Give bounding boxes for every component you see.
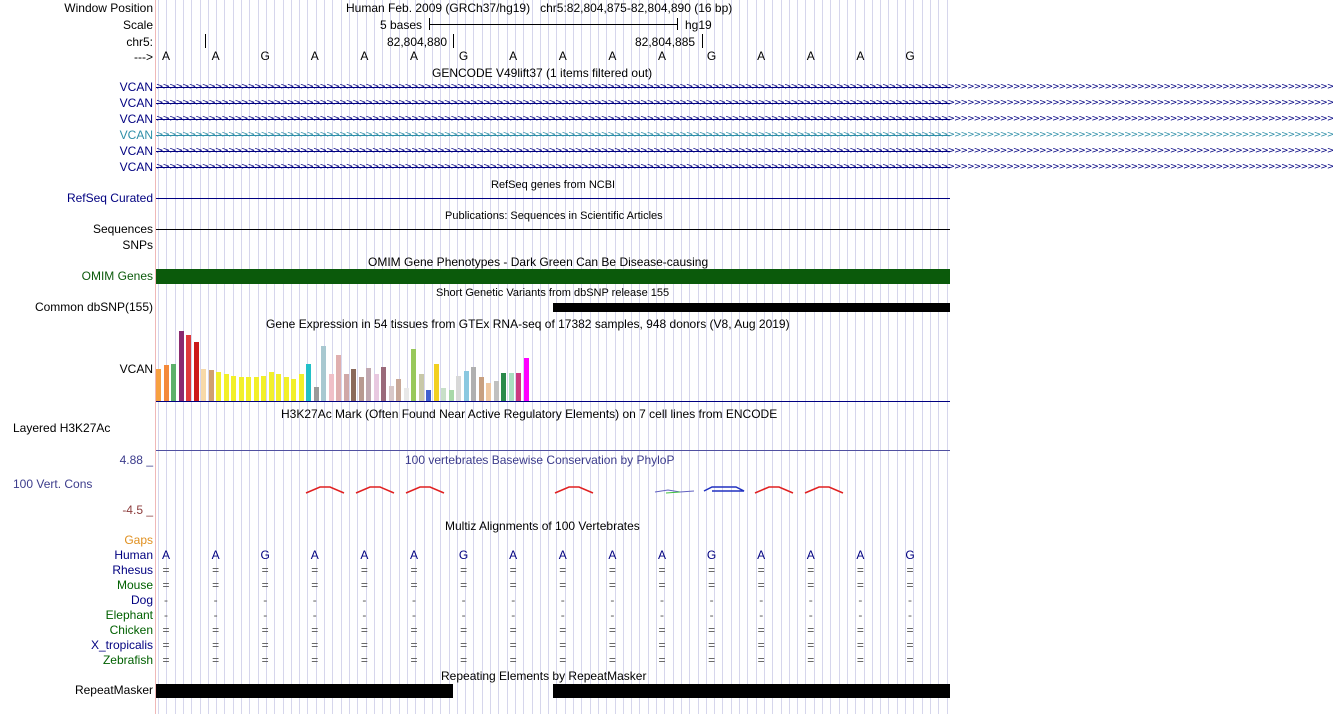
multiz-base: - — [858, 608, 863, 622]
sequence-base: A — [161, 49, 170, 63]
sequence-base: G — [458, 49, 469, 63]
strand-label: ---> — [134, 50, 153, 64]
multiz-base: A — [856, 548, 865, 562]
sequence-base: A — [409, 49, 418, 63]
multiz-base: = — [807, 653, 815, 667]
multiz-base: A — [806, 548, 815, 562]
gtex-tissue-bar[interactable] — [374, 374, 379, 401]
multiz-base: = — [906, 638, 914, 652]
scale-label: Scale — [122, 18, 153, 32]
gencode-strand-chevrons: >>>>>>>>>>>>>>>>>>>>>>>>>>>>>>>>>>>>>>>>>>>>>>>>>>>>>>>>>>>>>>>>>>>>>>>>>>>>>>>>>>>>>>>>>>>>>>>>>>>>>>>>>>>>>>>>>>>>>>>>>>>>>>>>>>>>>>>>>>>>>>>>>>>>>>>>>>>>>>>>>>>>>>>>>>>>>>>>>>>> — [156, 146, 1333, 156]
gtex-tissue-bar[interactable] — [239, 377, 244, 401]
gtex-tissue-bar[interactable] — [276, 374, 281, 401]
gencode-row-label[interactable]: VCAN — [119, 96, 153, 110]
multiz-base: = — [807, 623, 815, 637]
multiz-base: = — [559, 578, 567, 592]
multiz-species-label[interactable]: Zebrafish — [102, 653, 153, 667]
multiz-base: = — [658, 638, 666, 652]
gtex-tissue-bar[interactable] — [291, 379, 296, 401]
gtex-title: Gene Expression in 54 tissues from GTEx RNA-seq of 17382 samples, 948 donors (V8, Aug 2019) — [266, 317, 790, 331]
multiz-base: = — [509, 578, 517, 592]
gtex-tissue-bar[interactable] — [359, 377, 364, 401]
repeatmasker-title: Repeating Elements by RepeatMasker — [441, 669, 647, 683]
multiz-base: = — [360, 623, 368, 637]
gtex-tissue-bar[interactable] — [411, 349, 416, 401]
multiz-species-label[interactable]: Human — [114, 548, 153, 562]
multiz-base: = — [509, 563, 517, 577]
multiz-base: = — [906, 653, 914, 667]
ruler-tick-3 — [702, 34, 703, 48]
publications-line — [156, 229, 950, 230]
multiz-base: = — [608, 638, 616, 652]
gtex-tissue-bar[interactable] — [501, 373, 506, 401]
multiz-base: - — [610, 608, 615, 622]
multiz-base: A — [608, 548, 617, 562]
gencode-strand-chevrons: >>>>>>>>>>>>>>>>>>>>>>>>>>>>>>>>>>>>>>>>>>>>>>>>>>>>>>>>>>>>>>>>>>>>>>>>>>>>>>>>>>>>>>>>>>>>>>>>>>>>>>>>>>>>>>>>>>>>>>>>>>>>>>>>>>>>>>>>>>>>>>>>>>>>>>>>>>>>>>>>>>>>>>>>>>>>>>>>>>>> — [156, 162, 1333, 172]
gtex-tissue-bar[interactable] — [231, 376, 236, 401]
h3k27ac-baseline — [156, 450, 950, 451]
dbsnp-title: Short Genetic Variants from dbSNP release 155 — [436, 287, 670, 299]
scale-bar-left-tick — [429, 18, 430, 30]
multiz-base: - — [660, 593, 664, 607]
multiz-base: = — [757, 653, 765, 667]
gtex-tissue-bar[interactable] — [186, 335, 191, 401]
multiz-base: - — [164, 593, 168, 607]
multiz-base: = — [261, 563, 269, 577]
multiz-base: - — [164, 608, 168, 622]
multiz-base: = — [261, 653, 269, 667]
sequence-base: A — [856, 49, 865, 63]
multiz-base: - — [858, 593, 863, 607]
multiz-gaps-label[interactable]: Gaps — [124, 533, 153, 547]
multiz-species-label[interactable]: Mouse — [116, 578, 153, 592]
multiz-species-label[interactable]: Rhesus — [112, 563, 153, 577]
multiz-base: - — [808, 608, 813, 622]
gtex-tissue-bar[interactable] — [494, 381, 499, 401]
multiz-base: = — [311, 638, 319, 652]
multiz-species-label[interactable]: Elephant — [105, 608, 153, 622]
multiz-base: = — [757, 563, 765, 577]
gtex-baseline — [156, 401, 950, 402]
gtex-tissue-bar[interactable] — [381, 367, 386, 401]
multiz-base: A — [310, 548, 319, 562]
multiz-base: A — [558, 548, 567, 562]
multiz-base: = — [460, 563, 468, 577]
ruler-coord-2: 82,804,885 — [635, 35, 696, 49]
multiz-base: = — [360, 653, 368, 667]
scale-db: hg19 — [685, 18, 712, 32]
multiz-base: = — [162, 653, 170, 667]
gtex-tissue-bar[interactable] — [224, 374, 229, 401]
cons-peak — [356, 487, 394, 493]
gtex-tissue-bar[interactable] — [269, 372, 274, 401]
gtex-tissue-bar[interactable] — [156, 369, 161, 401]
cons-peak — [805, 487, 843, 493]
multiz-base: = — [261, 578, 269, 592]
multiz-base: = — [608, 578, 616, 592]
multiz-base: = — [708, 623, 716, 637]
multiz-base: = — [311, 578, 319, 592]
multiz-base: - — [808, 593, 813, 607]
ruler-coord-1: 82,804,880 — [387, 35, 448, 49]
gtex-tissue-bar[interactable] — [471, 367, 476, 401]
multiz-base: - — [412, 608, 416, 622]
multiz-base: - — [511, 593, 516, 607]
gtex-tissue-bar[interactable] — [434, 364, 439, 401]
h3k27ac-label[interactable]: Layered H3K27Ac — [13, 421, 111, 435]
multiz-base: = — [410, 653, 418, 667]
multiz-base: = — [212, 563, 220, 577]
multiz-base: = — [311, 623, 319, 637]
multiz-base: = — [906, 578, 914, 592]
multiz-base: = — [559, 563, 567, 577]
sequence-base: A — [757, 49, 766, 63]
sequence-base: A — [806, 49, 815, 63]
multiz-base: - — [709, 608, 714, 622]
cons-peak — [755, 487, 793, 493]
multiz-base: = — [212, 653, 220, 667]
gencode-row-label[interactable]: VCAN — [119, 160, 153, 174]
multiz-base: G — [706, 548, 717, 562]
multiz-base: = — [559, 653, 567, 667]
multiz-base: - — [709, 593, 714, 607]
multiz-base: - — [461, 608, 466, 622]
multiz-base: = — [460, 623, 468, 637]
gtex-tissue-bar[interactable] — [171, 364, 176, 401]
cons-peak — [666, 492, 680, 493]
multiz-base: = — [162, 578, 170, 592]
window-position-label: Window Position — [64, 1, 153, 15]
multiz-base: = — [360, 578, 368, 592]
gencode-row-label[interactable]: VCAN — [119, 128, 153, 142]
cons-peak — [406, 487, 444, 493]
multiz-base: = — [708, 578, 716, 592]
gtex-tissue-bar[interactable] — [306, 364, 311, 401]
multiz-base: = — [856, 623, 864, 637]
repeatmasker-feature-bar[interactable] — [553, 684, 950, 698]
gtex-tissue-bar[interactable] — [321, 346, 326, 401]
multiz-base: = — [708, 638, 716, 652]
multiz-base: = — [162, 638, 170, 652]
multiz-base: - — [362, 593, 367, 607]
multiz-base: = — [906, 623, 914, 637]
sequence-base: A — [360, 49, 369, 63]
gencode-row-label[interactable]: VCAN — [119, 144, 153, 158]
multiz-base: = — [162, 563, 170, 577]
cons-title: 100 vertebrates Basewise Conservation by PhyloP — [405, 453, 675, 467]
multiz-base: = — [559, 623, 567, 637]
multiz-base: = — [608, 563, 616, 577]
gencode-row-label[interactable]: VCAN — [119, 112, 153, 126]
gtex-tissue-bar[interactable] — [179, 331, 184, 401]
chrom-label: chr5: — [126, 35, 153, 49]
multiz-base: - — [312, 608, 317, 622]
gtex-tissue-bar[interactable] — [344, 374, 349, 401]
multiz-base: A — [360, 548, 369, 562]
multiz-base: = — [509, 653, 517, 667]
multiz-base: A — [657, 548, 666, 562]
multiz-base: = — [311, 653, 319, 667]
gtex-tissue-bar[interactable] — [164, 365, 169, 401]
gtex-tissue-bar[interactable] — [284, 377, 289, 401]
sequence-base: G — [905, 49, 915, 63]
cons-label[interactable]: 100 Vert. Cons — [13, 477, 93, 491]
multiz-base: = — [212, 638, 220, 652]
multiz-base: = — [410, 563, 418, 577]
multiz-base: = — [658, 623, 666, 637]
multiz-base: A — [509, 548, 518, 562]
multiz-base: = — [410, 638, 418, 652]
sequence-base: A — [310, 49, 319, 63]
cons-peak — [704, 487, 744, 491]
scale-bar-right-tick — [677, 18, 678, 30]
ruler-tick-2 — [453, 34, 454, 48]
multiz-base: = — [261, 623, 269, 637]
multiz-base: - — [560, 608, 565, 622]
multiz-base: A — [211, 548, 220, 562]
multiz-base: A — [757, 548, 766, 562]
multiz-base: = — [906, 563, 914, 577]
multiz-base: - — [560, 593, 565, 607]
refseq-line — [156, 198, 950, 199]
gtex-tissue-bar[interactable] — [404, 388, 409, 401]
multiz-base: = — [658, 653, 666, 667]
multiz-base: = — [460, 638, 468, 652]
multiz-base: = — [658, 578, 666, 592]
multiz-base: = — [856, 563, 864, 577]
gtex-tissue-bar[interactable] — [299, 374, 304, 401]
scale-text: 5 bases — [380, 18, 423, 32]
multiz-base: = — [509, 638, 517, 652]
cons-wiggle[interactable] — [300, 482, 860, 498]
sequence-base: A — [509, 49, 518, 63]
gtex-tissue-bar[interactable] — [486, 383, 491, 401]
cons-max-label: 4.88 _ — [119, 453, 153, 467]
gtex-tissue-bar[interactable] — [449, 390, 454, 401]
multiz-base: = — [212, 623, 220, 637]
cons-peak — [655, 490, 694, 492]
multiz-base: = — [460, 578, 468, 592]
gtex-tissue-bar[interactable] — [261, 376, 266, 401]
gencode-row-label[interactable]: VCAN — [119, 80, 153, 94]
multiz-base: = — [856, 653, 864, 667]
multiz-base: = — [856, 638, 864, 652]
multiz-base: = — [410, 578, 418, 592]
gtex-tissue-bar[interactable] — [209, 370, 214, 401]
multiz-base: G — [458, 548, 469, 562]
omim-feature-bar[interactable] — [156, 269, 950, 284]
gtex-tissue-bar[interactable] — [441, 388, 446, 401]
gtex-tissue-bar[interactable] — [456, 376, 461, 401]
multiz-base: A — [161, 548, 170, 562]
multiz-base: = — [460, 653, 468, 667]
cons-peak — [555, 487, 593, 493]
publications-label[interactable]: Sequences — [92, 222, 153, 236]
gtex-tissue-bar[interactable] — [246, 377, 251, 401]
multiz-base: - — [660, 608, 664, 622]
multiz-base: = — [360, 638, 368, 652]
multiz-base: = — [757, 578, 765, 592]
multiz-base: = — [658, 563, 666, 577]
multiz-base: = — [757, 623, 765, 637]
multiz-base: = — [261, 638, 269, 652]
gtex-tissue-bar[interactable] — [314, 387, 319, 401]
multiz-base: = — [807, 578, 815, 592]
multiz-base: - — [759, 608, 764, 622]
gtex-tissue-bar[interactable] — [396, 379, 401, 401]
sequence-base: G — [706, 49, 717, 63]
cons-peak — [306, 487, 344, 493]
gtex-tissue-bar[interactable] — [426, 390, 431, 401]
multiz-base: - — [213, 608, 218, 622]
multiz-base: - — [610, 593, 615, 607]
gtex-tissue-bar[interactable] — [254, 377, 259, 401]
gtex-tissue-bar[interactable] — [201, 369, 206, 401]
multiz-base: = — [807, 563, 815, 577]
snps-label[interactable]: SNPs — [122, 238, 153, 252]
cons-min-label: -4.5 _ — [122, 503, 153, 517]
multiz-base: - — [511, 608, 516, 622]
gtex-tissue-bar[interactable] — [419, 374, 424, 401]
multiz-base: - — [213, 593, 218, 607]
gtex-tissue-bar[interactable] — [366, 368, 371, 401]
gtex-tissue-bar[interactable] — [524, 358, 529, 401]
sequence-base: A — [608, 49, 617, 63]
gtex-tissue-bar[interactable] — [336, 355, 341, 401]
gtex-label[interactable]: VCAN — [119, 362, 153, 376]
omim-title: OMIM Gene Phenotypes - Dark Green Can Be Disease-causing — [368, 255, 709, 269]
multiz-base: A — [409, 548, 418, 562]
ruler-tick-1 — [205, 34, 206, 48]
multiz-base: = — [807, 638, 815, 652]
h3k27ac-title: H3K27Ac Mark (Often Found Near Active Regulatory Elements) on 7 cell lines from ENCODE — [281, 407, 778, 421]
dbsnp-label[interactable]: Common dbSNP(155) — [34, 300, 153, 314]
gtex-tissue-bar[interactable] — [351, 369, 356, 401]
refseq-title: RefSeq genes from NCBI — [491, 179, 616, 191]
multiz-base: - — [908, 593, 912, 607]
multiz-species-label[interactable]: Dog — [130, 593, 153, 607]
gtex-tissue-bar[interactable] — [216, 372, 221, 401]
multiz-base: - — [312, 593, 317, 607]
multiz-base: - — [759, 593, 764, 607]
gtex-tissue-bar[interactable] — [329, 374, 334, 401]
window-position-text: Human Feb. 2009 (GRCh37/hg19) chr5:82,804,875-82,804,890 (16 bp) — [346, 1, 733, 15]
multiz-base: = — [559, 638, 567, 652]
scale-bar — [429, 24, 678, 25]
multiz-base: = — [708, 653, 716, 667]
multiz-base: = — [360, 563, 368, 577]
publications-title: Publications: Sequences in Scientific Articles — [445, 210, 663, 222]
repeatmasker-feature-bar[interactable] — [156, 684, 453, 698]
gtex-tissue-bar[interactable] — [516, 373, 521, 401]
gencode-strand-chevrons: >>>>>>>>>>>>>>>>>>>>>>>>>>>>>>>>>>>>>>>>>>>>>>>>>>>>>>>>>>>>>>>>>>>>>>>>>>>>>>>>>>>>>>>>>>>>>>>>>>>>>>>>>>>>>>>>>>>>>>>>>>>>>>>>>>>>>>>>>>>>>>>>>>>>>>>>>>>>>>>>>>>>>>>>>>>>>>>>>>>> — [156, 98, 1333, 108]
gtex-tissue-bar[interactable] — [389, 386, 394, 401]
multiz-base: - — [263, 593, 268, 607]
multiz-base: = — [608, 653, 616, 667]
refseq-label[interactable]: RefSeq Curated — [66, 191, 153, 205]
sequence-base: G — [260, 49, 270, 63]
multiz-species-label[interactable]: Chicken — [109, 623, 153, 637]
multiz-base: = — [856, 578, 864, 592]
repeatmasker-label[interactable]: RepeatMasker — [74, 683, 153, 697]
multiz-base: = — [311, 563, 319, 577]
sequence-base: A — [558, 49, 567, 63]
gtex-tissue-bar[interactable] — [194, 342, 199, 401]
multiz-base: = — [212, 578, 220, 592]
multiz-title: Multiz Alignments of 100 Vertebrates — [445, 519, 640, 533]
multiz-base: = — [708, 563, 716, 577]
multiz-base: - — [263, 608, 268, 622]
sequence-base: A — [211, 49, 220, 63]
gtex-tissue-bar[interactable] — [464, 371, 469, 401]
multiz-base: - — [412, 593, 416, 607]
multiz-base: - — [461, 593, 466, 607]
multiz-base: = — [608, 623, 616, 637]
multiz-base: G — [905, 548, 915, 562]
sequence-base: A — [657, 49, 666, 63]
multiz-base: = — [410, 623, 418, 637]
gtex-tissue-bar[interactable] — [479, 377, 484, 401]
gencode-title: GENCODE V49lift37 (1 items filtered out) — [432, 66, 653, 80]
dbsnp-feature-bar[interactable] — [553, 303, 950, 312]
gencode-strand-chevrons: >>>>>>>>>>>>>>>>>>>>>>>>>>>>>>>>>>>>>>>>>>>>>>>>>>>>>>>>>>>>>>>>>>>>>>>>>>>>>>>>>>>>>>>>>>>>>>>>>>>>>>>>>>>>>>>>>>>>>>>>>>>>>>>>>>>>>>>>>>>>>>>>>>>>>>>>>>>>>>>>>>>>>>>>>>>>>>>>>>>> — [156, 130, 1333, 140]
gtex-tissue-bar[interactable] — [509, 373, 514, 401]
gencode-strand-chevrons: >>>>>>>>>>>>>>>>>>>>>>>>>>>>>>>>>>>>>>>>>>>>>>>>>>>>>>>>>>>>>>>>>>>>>>>>>>>>>>>>>>>>>>>>>>>>>>>>>>>>>>>>>>>>>>>>>>>>>>>>>>>>>>>>>>>>>>>>>>>>>>>>>>>>>>>>>>>>>>>>>>>>>>>>>>>>>>>>>>>> — [156, 82, 1333, 92]
omim-label[interactable]: OMIM Genes — [81, 269, 153, 283]
multiz-base: = — [162, 623, 170, 637]
multiz-base: - — [362, 608, 367, 622]
gencode-strand-chevrons: >>>>>>>>>>>>>>>>>>>>>>>>>>>>>>>>>>>>>>>>>>>>>>>>>>>>>>>>>>>>>>>>>>>>>>>>>>>>>>>>>>>>>>>>>>>>>>>>>>>>>>>>>>>>>>>>>>>>>>>>>>>>>>>>>>>>>>>>>>>>>>>>>>>>>>>>>>>>>>>>>>>>>>>>>>>>>>>>>>>> — [156, 114, 1333, 124]
multiz-species-label[interactable]: X_tropicalis — [90, 638, 153, 652]
multiz-base: G — [260, 548, 270, 562]
multiz-base: = — [757, 638, 765, 652]
multiz-base: = — [509, 623, 517, 637]
multiz-base: - — [908, 608, 912, 622]
